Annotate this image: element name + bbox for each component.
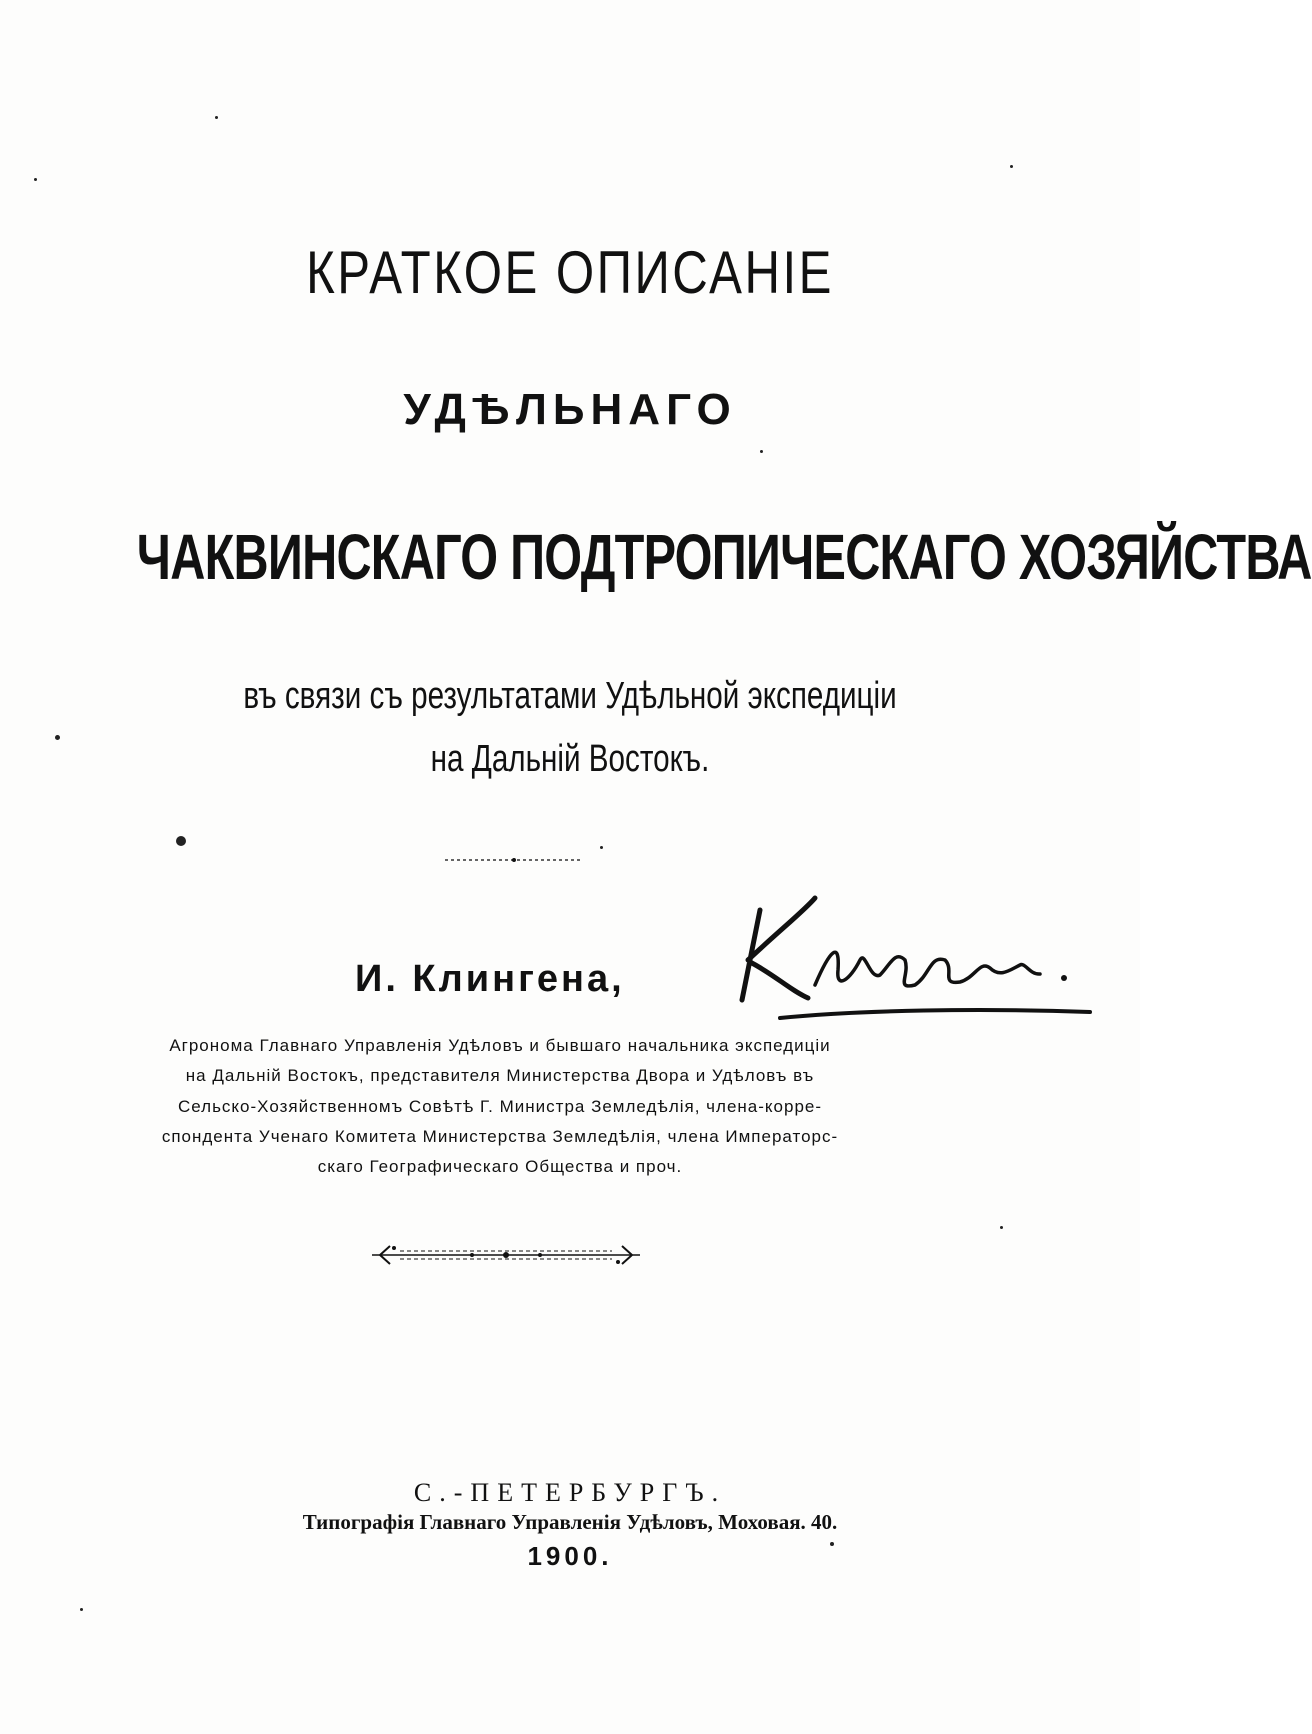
title-line-3: ЧАКВИНСКАГО ПОДТРОПИЧЕСКАГО ХОЗЯЙСТВА bbox=[136, 521, 1312, 593]
author-description-line: Агронома Главнаго Управленiя Удѣловъ и бывшаго начальника экспедицiи bbox=[169, 1036, 831, 1055]
author-description-line: на Дальнiй Востокъ, представителя Министерства Двора и Удѣловъ въ bbox=[185, 1066, 815, 1085]
ink-speck bbox=[830, 1542, 834, 1546]
imprint-city: С.-ПЕТЕРБУРГЪ. bbox=[413, 1478, 727, 1507]
ink-speck bbox=[55, 735, 60, 740]
ink-speck bbox=[215, 116, 218, 119]
imprint-year: 1900. bbox=[527, 1541, 613, 1571]
ink-speck bbox=[1000, 1226, 1003, 1229]
ink-speck bbox=[1010, 165, 1013, 168]
title-line-2: УДѢЛЬНАГО bbox=[403, 385, 737, 434]
author-description-line: Сельско-Хозяйственномъ Совѣтѣ Г. Министра Земледѣлiя, члена-корре- bbox=[177, 1097, 823, 1116]
ink-speck bbox=[176, 836, 186, 846]
dotted-divider bbox=[445, 858, 583, 862]
author-name: И. Клингена, bbox=[355, 958, 625, 1000]
ink-speck bbox=[34, 178, 37, 181]
subtitle-line-2: на Дальнiй Востокъ. bbox=[430, 738, 710, 780]
subtitle-line-1: въ связи съ результатами Удѣльной экспедицiи bbox=[243, 675, 897, 717]
ink-speck bbox=[80, 1608, 83, 1611]
title-line-1: КРАТКОЕ ОПИСАНIЕ bbox=[306, 239, 834, 306]
author-signature bbox=[720, 890, 1100, 1030]
ink-speck bbox=[760, 450, 763, 453]
ink-speck bbox=[600, 846, 603, 849]
author-description-line: спондента Ученаго Комитета Министерства Земледѣлiя, члена Императорс- bbox=[161, 1127, 839, 1146]
ornament-divider bbox=[372, 1240, 640, 1270]
author-description-line: скаго Географическаго Общества и проч. bbox=[317, 1157, 683, 1176]
imprint-press: Типографiя Главнаго Управленiя Удѣловъ, Моховая. 40. bbox=[302, 1510, 838, 1534]
